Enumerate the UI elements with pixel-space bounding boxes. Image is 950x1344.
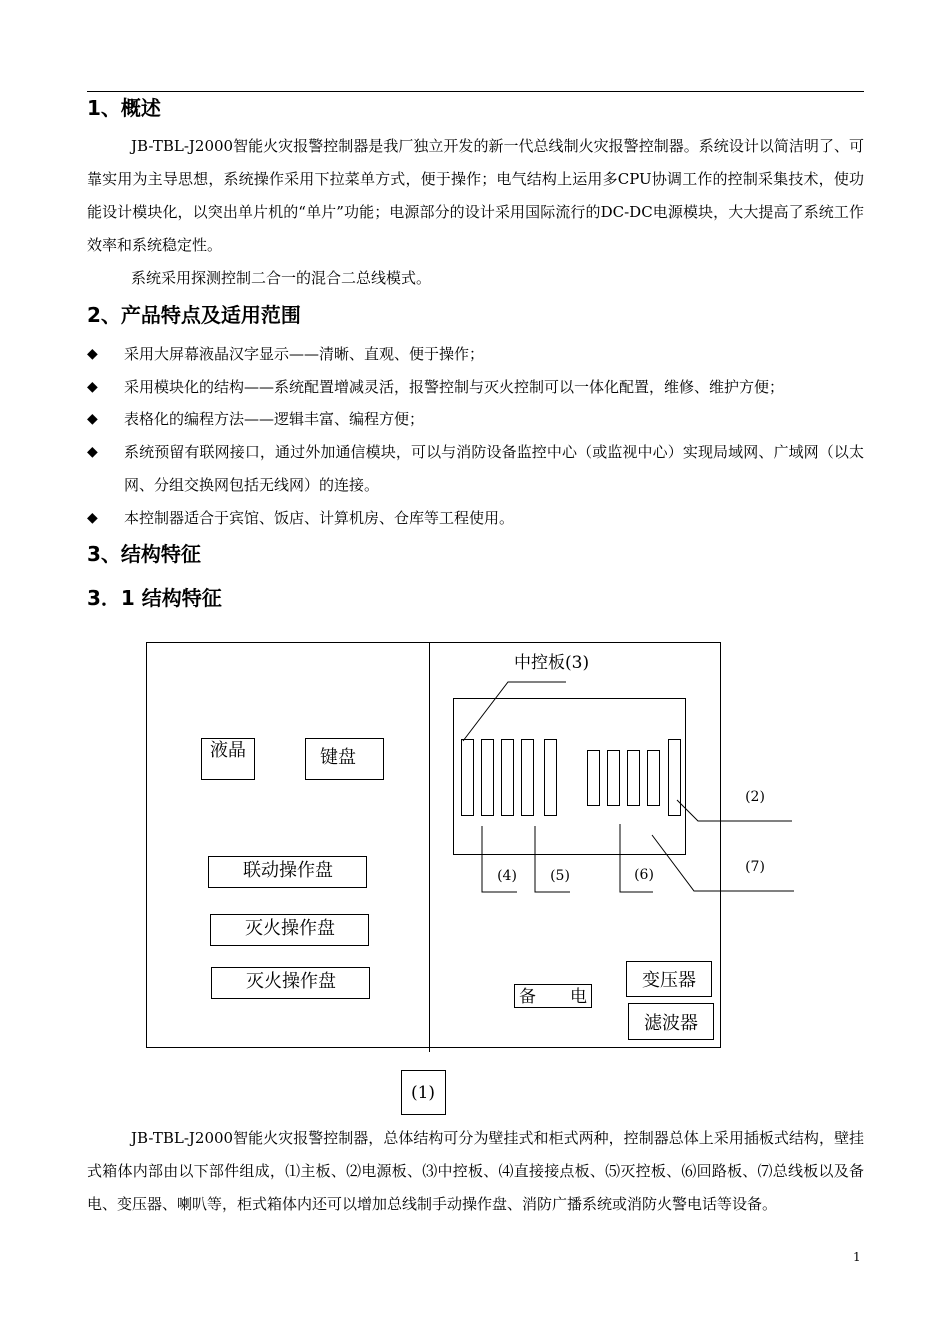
board-slot-short (648, 751, 660, 806)
board-slot (502, 740, 514, 816)
lcd-label: 液晶 (210, 740, 246, 761)
loop-board-label: (6) (634, 867, 654, 883)
extinguish-panel-label-1: 灭火操作盘 (245, 918, 335, 939)
bus-board-label: (7) (745, 859, 765, 875)
feature-text: 采用模块化的结构——系统配置增减灵活，报警控制与灭火控制可以一体化配置，维修、维护方便； (124, 378, 785, 396)
keyboard-box (306, 739, 384, 780)
section1-paragraph-1: JB-TBL-J2000智能火灾报警控制器是我厂独立开发的新一代总线制火灾报警控制器。系统设计以简洁明了、可靠实用为主导思想，系统操作采用下拉菜单方式，便于操作；电气结构上运用多CPU协调工作的控制采集技术，使功能设计模块化，以突出单片机的“单片”功能；电源部分的设计采用国际流行的DC-DC电源模块，大大提高了系统工作效率和系统稳定性。 (87, 137, 864, 254)
linkage-panel-box (209, 857, 367, 888)
feature-bullet (87, 403, 864, 436)
feature-bullet (87, 338, 864, 371)
section3-subheading: 3．1 结构特征 (87, 586, 222, 610)
feature-text: 系统预留有联网接口，通过外加通信模块，可以与消防设备监控中心（或监视中心）实现局域网、广域网（以太网、分组交换网包括无线网）的连接。 (124, 443, 864, 494)
structure-description: JB-TBL-J2000智能火灾报警控制器，总体结构可分为壁挂式和柜式两种，控制器总体上采用插板式结构，壁挂式箱体内部由以下部件组成，⑴主板、⑵电源板、⑶中控板、⑷直接接点板、⑸灭控板、⑹回路板、⑺总线板以及备电、变压器、喇叭等，柜式箱体内还可以增加总线制手动操作盘、消防广播系统或消防火警电话等设备。 (87, 1129, 864, 1213)
board-slot-short (608, 751, 620, 806)
backup-power-label: 备 电 (519, 987, 587, 1007)
page-number: 1 (853, 1250, 861, 1264)
board-frame (454, 699, 686, 855)
leader-line-4 (482, 826, 517, 892)
diamond-bullet-icon: ◆ (87, 510, 98, 526)
power-board-label: (2) (745, 789, 765, 805)
feature-text: 本控制器适合于宾馆、饭店、计算机房、仓库等工程使用。 (124, 509, 515, 527)
section1-paragraph-2: 系统采用探测控制二合一的混合二总线模式。 (131, 269, 432, 287)
leader-line-3 (463, 682, 566, 741)
keyboard-label: 键盘 (320, 747, 356, 768)
extinguish-panel-box-1 (211, 915, 369, 946)
filter-label: 滤波器 (644, 1013, 698, 1034)
extinguish-control-board-label: (5) (550, 868, 570, 884)
feature-text: 采用大屏幕液晶汉字显示——清晰、直观、便于操作； (124, 345, 485, 363)
feature-bullet (87, 502, 864, 535)
board-slot-short (588, 751, 600, 806)
board-slot (545, 740, 557, 816)
transformer-box (627, 962, 712, 997)
diamond-bullet-icon: ◆ (87, 411, 98, 427)
transformer-label: 变压器 (642, 970, 696, 991)
filter-box (629, 1004, 714, 1040)
section1-heading: 1、概述 (87, 96, 161, 120)
cabinet-outline (147, 643, 721, 1048)
section2-heading: 2、产品特点及适用范围 (87, 303, 301, 327)
board-slot (522, 740, 534, 816)
extinguish-panel-box-2 (212, 968, 370, 999)
board-slot (669, 740, 681, 816)
main-board-label-box (402, 1071, 446, 1115)
leader-line-6 (620, 824, 653, 892)
contact-board-label: (4) (497, 868, 517, 884)
diamond-bullet-icon: ◆ (87, 379, 98, 395)
leader-line-5 (535, 826, 570, 892)
feature-text: 表格化的编程方法——逻辑丰富、编程方便； (124, 410, 425, 428)
board-slot (462, 740, 474, 816)
leader-line-2 (677, 800, 792, 821)
diamond-bullet-icon: ◆ (87, 346, 98, 362)
board-slot (482, 740, 494, 816)
main-board-label: (1) (410, 1083, 436, 1103)
diamond-bullet-icon: ◆ (87, 444, 98, 460)
leader-line-7 (652, 835, 794, 891)
feature-bullet (87, 371, 864, 404)
lcd-box (202, 739, 255, 780)
feature-bullet (87, 436, 864, 502)
header-rule (87, 91, 864, 92)
extinguish-panel-label-2: 灭火操作盘 (246, 971, 336, 992)
backup-power-box (515, 985, 592, 1008)
board-slot-short (628, 751, 640, 806)
center-board-label: 中控板(3) (514, 653, 590, 673)
linkage-panel-label: 联动操作盘 (243, 860, 333, 881)
section3-heading: 3、结构特征 (87, 542, 201, 566)
